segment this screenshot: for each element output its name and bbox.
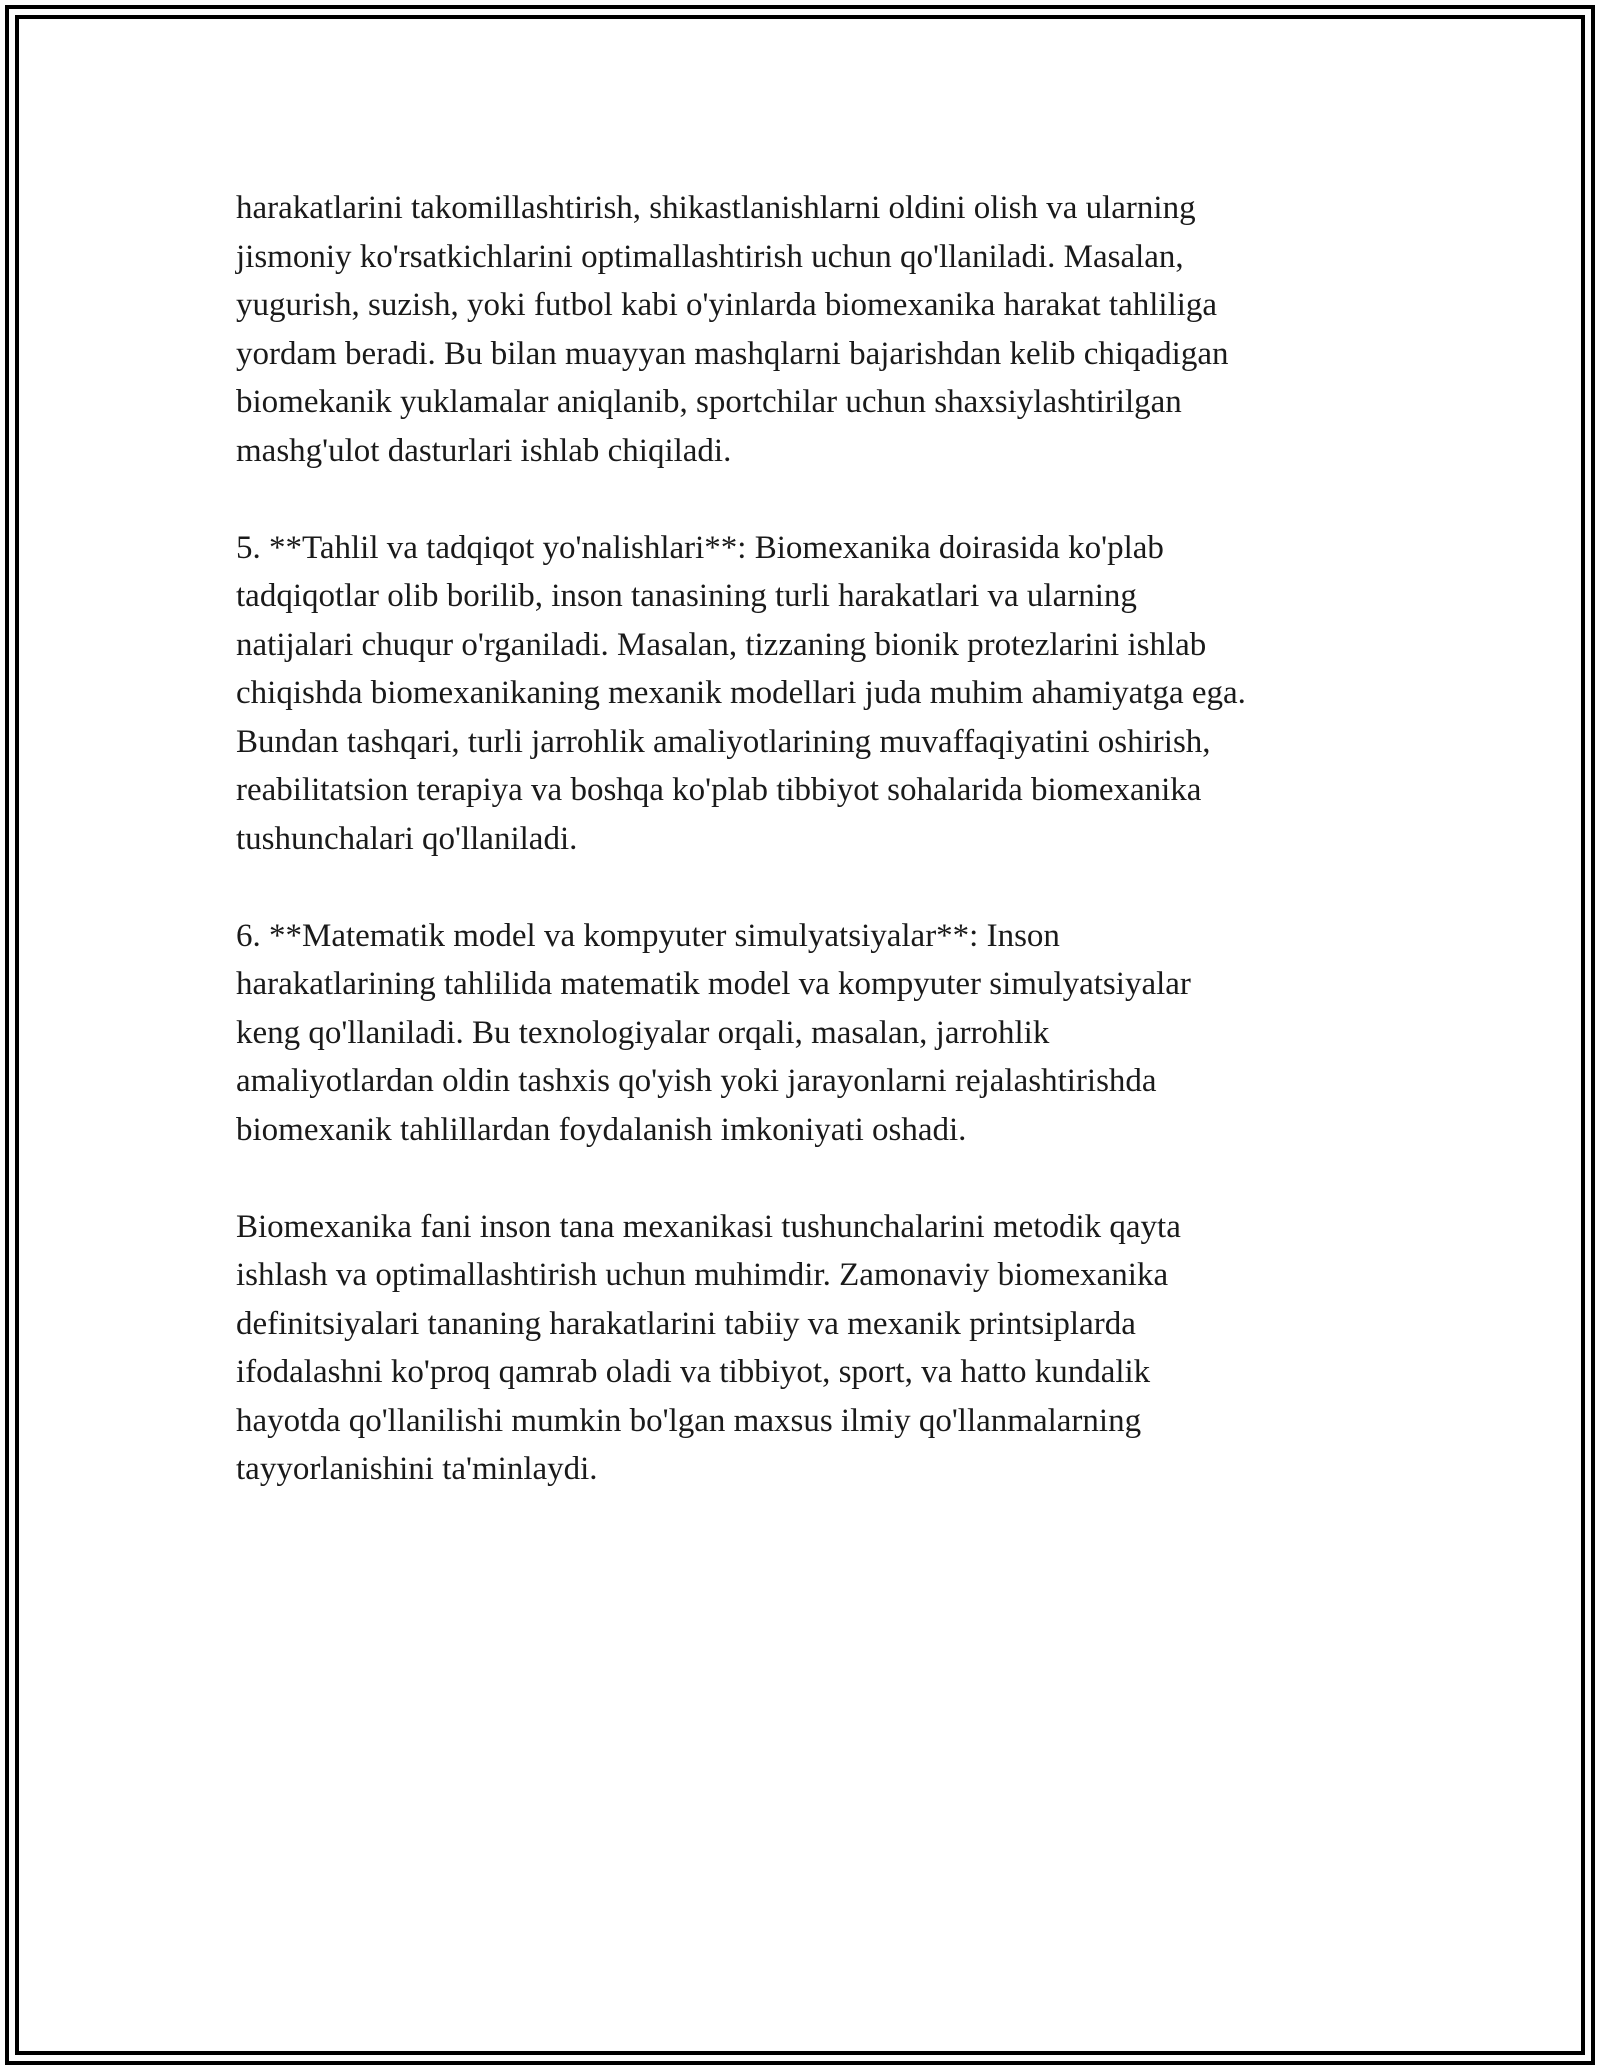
paragraph-research-directions: 5. **Tahlil va tadqiqot yo'nalishlari**: Biomexanika doirasida ko'plab tadqiqotlar olib borilib, inson tanasining turli harakatlari va ularning natijalari chuqur o'rganiladi. Masalan, tizzaning bionik protezlarini ishlab chiqishda biomexanikaning mexanik modellari juda muhim ahamiyatga ega. Bundan tashqari, turli jarrohlik amaliyotlarining muvaffaqiyatini oshirish, reabilitatsion terapiya va boshqa ko'plab tibbiyot sohalarida biomexanika tushunchalari qo'llaniladi. — [236, 529, 1246, 857]
paragraph-sports-application: harakatlarini takomillashtirish, shikastlanishlarni oldini olish va ularning jismoniy ko'rsatkichlarini optimallashtirish uchun qo'llaniladi. Masalan, yugurish, suzish, yoki futbol kabi o'yinlarda biomexanika harakat tahliliga yordam beradi. Bu bilan muayyan mashqlarni bajarishdan kelib chiqadigan biomekanik yuklamalar aniqlanib, sportchilar uchun shaxsiylashtirilgan mashg'ulot dasturlari ishlab chiqiladi. — [236, 190, 1229, 469]
paragraph-conclusion: Biomexanika fani inson tana mexanikasi tushunchalarini metodik qayta ishlash va optimallashtirish uchun muhimdir. Zamonaviy biomexanika definitsiyalari tananing harakatlarini tabiiy va mexanik printsiplarda ifodalashni ko'proq qamrab oladi va tibbiyot, sport, va hatto kundalik hayotda qo'llanilishi mumkin bo'lgan maxsus ilmiy qo'llanmalarning tayyorlanishini ta'minlaydi. — [236, 1208, 1181, 1487]
paragraph-math-models: 6. **Matematik model va kompyuter simulyatsiyalar**: Inson harakatlarining tahlilida matematik model va kompyuter simulyatsiyalar keng qo'llaniladi. Bu texnologiyalar orqali, masalan, jarrohlik amaliyotlardan oldin tashxis qo'yish yoki jarayonlarni rejalashtirishda biomexanik tahlillardan foydalanish imkoniyati oshadi. — [236, 917, 1191, 1148]
document-body — [236, 184, 1386, 1542]
